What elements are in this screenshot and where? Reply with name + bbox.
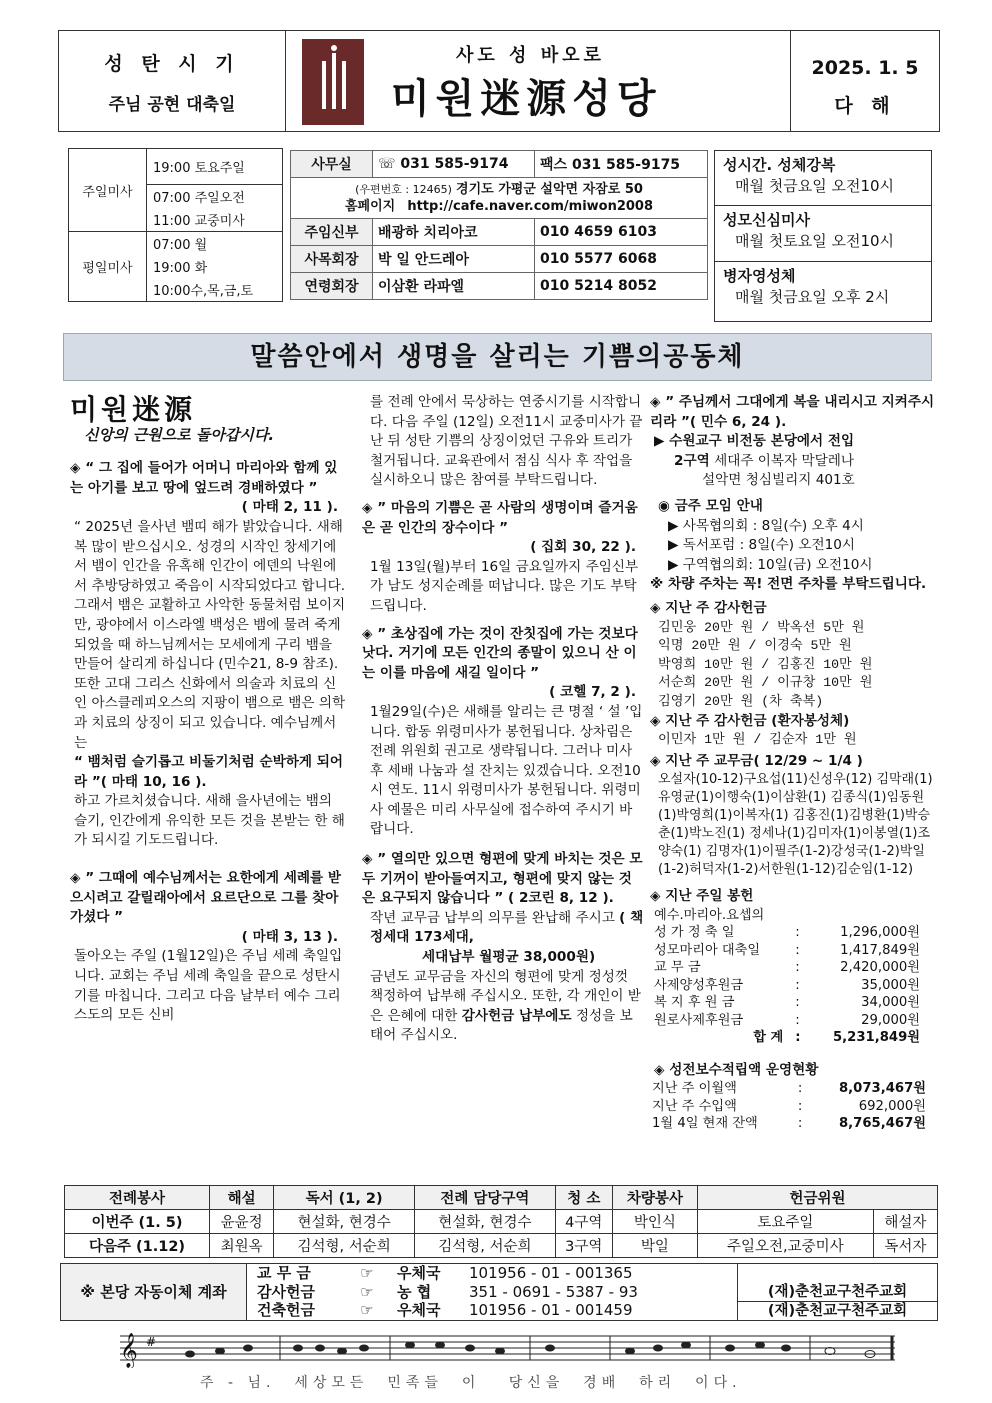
fund-label: 지난 주 수입액 — [652, 1098, 737, 1114]
scripture-quote: ◈ ” 마음의 기쁨은 곧 사람의 생명이며 즐거움은 곧 인간의 장수이다 ” — [362, 499, 644, 538]
thanks-list — [658, 619, 938, 712]
paragraph: 금년도 교무금을 자신의 형편에 맞게 정성껏 책정하여 납부해 주십시오. 또한, 각 개인이 받은 은혜에 대한 — [370, 968, 641, 1024]
offering-label: 성 가 정 축 일 — [654, 925, 735, 941]
account-owner: (재)춘천교구천주교회 — [738, 1283, 937, 1303]
duty-cell: 박인식 — [612, 1210, 697, 1234]
duty-header: 전례봉사 — [65, 1186, 210, 1210]
phone-icon: ☞ — [360, 1282, 374, 1301]
weekday-mass-label: 평일미사 — [69, 232, 147, 302]
mass-time: 11:00 교중미사 — [147, 208, 283, 232]
info-box — [714, 150, 932, 206]
column-1 — [66, 393, 346, 1026]
homepage-link[interactable]: http://cafe.naver.com/miwon2008 — [407, 199, 654, 214]
duty-header: 차량봉사 — [612, 1186, 697, 1210]
offering-label: 원로사제후원금 — [654, 1012, 744, 1028]
section-title: ◈ 성전보수적립액 운영현황 — [654, 1061, 938, 1081]
homepage-label: 홈페이지 — [344, 199, 396, 214]
dues-stat: 세대납부 월평균 38,000원) — [422, 949, 596, 966]
liturgy-duty-table — [64, 1185, 938, 1258]
scripture-quote: “ 뱀처럼 슬기롭고 비둘기처럼 순박하게 되어라 ”( 마태 10, 16 ). — [74, 754, 343, 790]
duty-cell: 현설화, 현경수 — [415, 1210, 556, 1234]
paragraph: 하고 가르치셨습니다. 새해 을사년에는 뱀의 슬기, 인간에게 유익한 모든 것을 본받는 한 해가 되시길 기도드립니다. — [74, 793, 345, 849]
account-number: 101956 - 01 - 001365 — [469, 1264, 633, 1282]
bank-accounts — [60, 1263, 938, 1321]
svg-text:#: # — [146, 1335, 157, 1349]
staff-phone: 010 4659 6103 — [535, 219, 708, 246]
info-text: 매월 첫금요일 오전10시 — [735, 177, 895, 195]
offering-value: 34,000원 — [861, 995, 920, 1011]
thanks-item: 김영기 20만 원 (차 축복) — [658, 693, 824, 709]
date: 2025. 1. 5 — [811, 57, 919, 79]
music-staff-icon — [110, 1330, 900, 1368]
bank-name: 우체국 — [397, 1301, 441, 1319]
info-text: 매월 첫토요일 오전10시 — [735, 232, 895, 250]
info-title: 성시간. 성체강복 — [723, 156, 836, 174]
church-subtitle: 사도 성 바오로 — [456, 45, 605, 66]
parking-notice: ※ 차량 주차는 꼭! 전면 주차를 부탁드립니다. — [650, 576, 927, 593]
address: 경기도 가평군 설악면 자잠로 50 — [456, 182, 643, 197]
paragraph: 1월 13일(월)부터 16일 금요일까지 주임신부가 남도 성지순례를 떠납니다. 많은 기도 부탁드립니다. — [370, 558, 639, 614]
header — [58, 30, 940, 132]
music-staff — [110, 1330, 900, 1390]
account-owner: (재)춘천교구천주교회 — [767, 1303, 908, 1319]
meeting-item: ▶ 구역협의회: 10일(금) 오전10시 — [668, 556, 873, 573]
paragraph: 돌아오는 주일 (1월12일)은 주님 세례 축일입니다. 교회는 주님 세례 축일을 끝으로 성탄시기를 마칩니다. 그리고 다음 날부터 예수 그리스도의 모든 신비 — [74, 948, 343, 1024]
info-title: 성모신심미사 — [723, 211, 810, 229]
mass-time: 07:00 월 — [147, 232, 283, 256]
duty-cell: 최원옥 — [210, 1234, 274, 1258]
bank-label: ※ 본당 자동이체 계좌 — [61, 1264, 247, 1320]
offering-value: 1,417,849원 — [840, 942, 920, 958]
phone-icon: ☞ — [360, 1301, 374, 1319]
duty-header: 전례 담당구역 — [415, 1186, 556, 1210]
section-title: ◈ 지난 주일 봉헌 — [650, 887, 938, 907]
church-name: 미원迷源성당 — [391, 75, 662, 122]
duty-cell: 이번주 (1. 5) — [65, 1210, 210, 1234]
district: 2구역 — [674, 452, 710, 469]
scripture-ref: ( 마태 2, 11 ). — [241, 499, 338, 516]
scripture-quote: ◈ ” 초상집에 가는 것이 잔칫집에 가는 것보다 낫다. 거기에 모든 인간의 종말이 있으니 산 이는 이를 마음에 새길 일이다 ” — [362, 625, 644, 684]
staff-name: 박 일 안드레아 — [373, 246, 535, 273]
scripture-quote: ◈ “ 그 집에 들어가 어머니 마리아와 함께 있는 아기를 보고 땅에 엎드려 경배하였다 ” — [66, 459, 346, 498]
date-box — [791, 31, 939, 131]
office-tel: ☏ 031 585-9174 — [373, 151, 535, 178]
scripture-quote: ◈ ” 주님께서 그대에게 복을 내리시고 지켜주시리라 ”( 민수 6, 24 ). — [650, 393, 938, 432]
offering-label: 교 무 금 — [654, 960, 701, 976]
fund-value: 8,073,467원 — [839, 1081, 926, 1097]
phone-icon: ☞ — [360, 1264, 374, 1282]
scripture-ref: ( 코헬 7, 2 ). — [549, 684, 636, 701]
offering-head: 예수.마리아.요셉의 — [654, 907, 765, 923]
offering-label: 성모마리아 대축일 — [654, 942, 761, 958]
thanks-item: 김민웅 20만 원 / 박옥선 5만 원 — [658, 619, 865, 635]
scripture-quote: ◈ ” 열의만 있으면 형편에 맞게 바치는 것은 모두 기꺼이 받아들여지고, 형편에 맞지 않는 것은 요구되지 않습니다 ” ( 2코린 8, 12 ). — [362, 850, 644, 909]
bank-name: 우체국 — [397, 1264, 441, 1282]
sunday-mass-label: 주일미사 — [69, 149, 147, 232]
offering-value: 35,000원 — [861, 977, 920, 993]
section-title: ◈ 지난 주 감사헌금 — [650, 599, 938, 619]
meeting-title: ◉ 금주 모임 안내 — [658, 497, 763, 514]
offering-label: 사제양성후원금 — [654, 977, 744, 993]
hymn-lyric: 주 - 님. 세상모든 민족들 이 당신을 경배 하리 이다. — [200, 1375, 742, 1391]
scripture-ref: ( 마태 3, 13 ). — [241, 928, 338, 945]
duty-header: 청 소 — [555, 1186, 612, 1210]
thanks-item: 박영희 10만 원 / 김홍진 10만 원 — [658, 656, 873, 672]
thanks-item: 익명 20만 원 / 이경숙 5만 원 — [658, 638, 852, 654]
info-box — [714, 206, 932, 262]
duty-header: 독서 (1, 2) — [274, 1186, 415, 1210]
new-parishioner: ▶ 수원교구 비전동 본당에서 전입 — [654, 433, 855, 450]
info-title: 병자영성체 — [723, 267, 796, 285]
mass-time: 19:00 토요주일 — [147, 149, 283, 185]
feast: 주님 공현 대축일 — [108, 95, 236, 115]
church-logo — [302, 39, 364, 125]
duty-cell: 김석형, 서순희 — [415, 1234, 556, 1258]
motto-banner: 말씀안에서 생명을 살리는 기쁨의공동체 — [63, 333, 932, 381]
total-value: 5,231,849원 — [833, 1030, 920, 1046]
office-label: 사무실 — [291, 151, 373, 178]
church-box — [286, 31, 791, 131]
season: 성 탄 시 기 — [104, 53, 240, 75]
slogan: 신앙의 근원으로 돌아갑시다. — [84, 425, 275, 444]
fund-type: 감사헌금 — [257, 1282, 315, 1301]
household: 세대주 이복자 막달레나 — [714, 452, 855, 469]
offering-value: 1,296,000원 — [840, 925, 920, 941]
column-2 — [362, 393, 644, 1046]
duty-header: 헌금위원 — [698, 1186, 938, 1210]
miwon-logo-text: 미원迷源 — [70, 393, 197, 426]
staff-name: 배광하 치리아코 — [373, 219, 535, 246]
staff-phone: 010 5577 6068 — [535, 246, 708, 273]
staff-role: 주임신부 — [291, 219, 373, 246]
fund-value: 692,000원 — [858, 1098, 926, 1114]
total-label: 합 계 — [753, 1030, 784, 1046]
thanks-item: 서순희 20만 원 / 이규창 10만 원 — [658, 675, 873, 691]
offering-value: 29,000원 — [861, 1012, 920, 1028]
fund-type: 건축헌금 — [257, 1301, 315, 1319]
dues-list: 오설자(10-12)구요섭(11)신성우(12) 김막래(1)유영균(1)이행숙(1)이삼환(1) 김종식(1)임동원(1)박영희(1)이복자(1) 김홍진(1)김병환(1)박승춘(1)박노진(1) 정세나(1)김미자(1)이봉열(1)조양숙(1) 김명자(1)이필주(1-2)강성국(1-2)박일(1-2)허덕자(1-2)서한원(1-12)김순임(1-12) — [658, 772, 933, 878]
fund-table: 지난 주 이월액 : 8,073,467원 지난 주 수입액 : 692,000원 1월 4일 현재 잔액 : 8,765,467원 — [652, 1081, 926, 1132]
scripture-quote: ◈ ” 그때에 예수님께서는 요한에게 세례를 받으시려고 갈릴래아에서 요르단으로 그를 찾아가셨다 ” — [66, 869, 346, 928]
office-info — [290, 150, 708, 300]
special-masses — [714, 150, 932, 322]
sick-thanks: 이민자 1만 원 / 김순자 1만 원 — [658, 732, 857, 748]
section-title: ◈ 지난 주 감사헌금 (환자봉성체) — [650, 712, 938, 732]
paragraph: 작년 교무금 납부의 의무를 완납해 주시고 — [370, 909, 615, 926]
paragraph: “ 2025년 을사년 뱀띠 해가 밝았습니다. 새해 복 많이 받으십시오. 성경의 시작인 창세기에서 뱀이 인간을 유혹해 인간이 에덴의 낙원에서 추방당하였고 죽음이 시작되었다고 합니다. 그래서 뱀은 교활하고 사악한 동물처럼 보이지만, 광야에서 이스라엘 백성은 뱀에 물려 죽게 되었을 때 하느님께서는 모세에게 구리 뱀을 만들어 살리게 하십니다 (민수21, 8-9 참조). 또한 고대 그리스 신화에서 의술과 치료의 신인 아스클레피오스의 지팡이 뱀으로 뱀은 의학과 치료의 상징이 되고 있습니다. 예수님께서는 — [74, 518, 346, 751]
duty-cell: 독서자 — [873, 1234, 937, 1258]
paragraph: 정성을 보태어 주십시오. — [370, 1007, 633, 1044]
bank-name: 농 협 — [397, 1282, 432, 1301]
duty-cell: 김석형, 서순희 — [274, 1234, 415, 1258]
household-address: 설악면 청심빌리지 401호 — [702, 472, 855, 489]
staff-name: 이삼환 라파엘 — [373, 273, 535, 300]
paragraph: 를 전례 안에서 묵상하는 연중시기를 시작합니다. 다음 주일 (12일) 오전11시 교중미사가 끝난 뒤 성탄 기쁨의 상징이었던 구유와 트리가 철거됩니다. 교육관에서 점심 식사 후 작업을 실시하오니 많은 참여를 부탁드립니다. — [370, 394, 643, 489]
mass-time: 19:00 화 — [147, 255, 283, 278]
offering-value: 2,420,000원 — [840, 960, 920, 976]
duty-cell: 해설자 — [873, 1210, 937, 1234]
paragraph: 1월29일(수)은 새해를 알리는 큰 명절 ‘ 설 ’입니다. 합동 위령미사가 봉헌됩니다. 상차림은 전례 위원회 권고로 생략됩니다. 그러나 미사 후 세배 나눔과 설 잔치는 있겠습니다. 오전10시 연도. 11시 위령미사가 봉헌됩니다. 위령미사 예물은 미리 사무실에 접수하여 주시기 바랍니다. — [370, 703, 643, 838]
mass-times — [68, 148, 283, 302]
fund-label: 1월 4일 현재 잔액 — [652, 1116, 758, 1132]
duty-cell: 윤윤정 — [210, 1210, 274, 1234]
fund-value: 8,765,467원 — [839, 1116, 926, 1132]
postal-code: (우편번호 : 12465) — [355, 183, 452, 196]
duty-cell: 박일 — [612, 1234, 697, 1258]
meeting-item: ▶ 독서포럼 : 8일(수) 오전10시 — [668, 537, 856, 554]
column-3 — [650, 393, 938, 1133]
fund-label: 지난 주 이월액 — [652, 1081, 737, 1097]
offering-label: 복 지 후 원 금 — [654, 995, 735, 1011]
liturgical-cycle: 다 해 — [834, 95, 896, 117]
duty-header: 해설 — [210, 1186, 274, 1210]
svg-text:𝄞: 𝄞 — [120, 1333, 138, 1368]
season-box — [59, 31, 286, 131]
office-fax: 팩스 031 585-9175 — [535, 151, 708, 178]
mass-time: 07:00 주일오전 — [147, 185, 283, 209]
fund-type: 교 무 금 — [257, 1264, 311, 1282]
section-title: ◈ 지난 주 교무금( 12/29 ~ 1/4 ) — [650, 752, 938, 772]
account-number: 101956 - 01 - 001459 — [469, 1301, 633, 1319]
duty-cell: 3구역 — [555, 1234, 612, 1258]
duty-cell: 현설화, 현경수 — [274, 1210, 415, 1234]
dues-stat: ( 책정세대 173세대, — [370, 909, 644, 946]
staff-phone: 010 5214 8052 — [535, 273, 708, 300]
mass-time: 10:00수,목,금,토 — [147, 278, 283, 302]
staff-role: 사목회장 — [291, 246, 373, 273]
info-box — [714, 262, 932, 322]
duty-cell: 다음주 (1.12) — [65, 1234, 210, 1258]
scripture-ref: ( 집회 30, 22 ). — [530, 539, 636, 556]
duty-cell: 4구역 — [555, 1210, 612, 1234]
meeting-item: ▶ 사목협의회 : 8일(수) 오후 4시 — [668, 517, 864, 534]
emphasis: 감사헌금 납부에도 — [461, 1007, 572, 1024]
duty-cell: 주일오전,교중미사 — [698, 1234, 874, 1258]
account-owner — [738, 1264, 937, 1283]
staff-role: 연령회장 — [291, 273, 373, 300]
info-text: 매월 첫금요일 오후 2시 — [735, 288, 890, 306]
account-number: 351 - 0691 - 5387 - 93 — [469, 1282, 638, 1301]
offering-table: 성 가 정 축 일 : 1,296,000원 성모마리아 대축일 : 1,417,849원 교 무 금 : 2,420,000원 사제양성후원금 : 35,000원 복 지 후 원 금 : 34,000원 원로사제후원금 : 29,000원 합 계 : 5,231,849원 — [654, 925, 920, 1046]
duty-cell: 토요주일 — [698, 1210, 874, 1234]
